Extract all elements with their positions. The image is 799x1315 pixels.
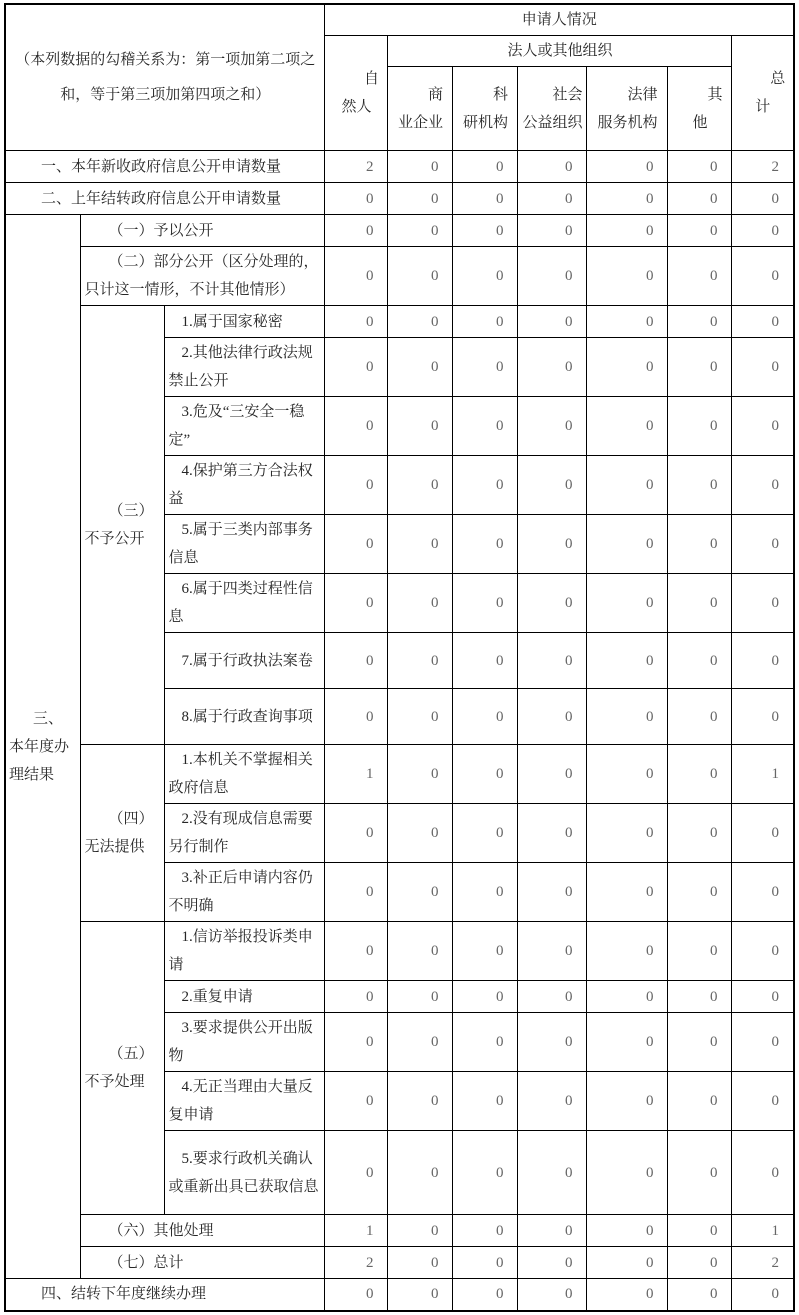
group-label: 三、本年度办理结果 [5, 215, 81, 1279]
row-label: 2.其他法律行政法规禁止公开 [165, 338, 325, 397]
value-cell: 0 [518, 1072, 587, 1131]
value-cell: 0 [453, 456, 518, 515]
row-label: 5.要求行政机关确认或重新出具已获取信息 [165, 1131, 325, 1215]
value-cell: 0 [325, 1072, 388, 1131]
value-cell: 0 [518, 1247, 587, 1279]
value-cell: 0 [668, 804, 732, 863]
row-label: 8.属于行政查询事项 [165, 689, 325, 745]
table-row [5, 1215, 794, 1247]
value-cell: 0 [668, 151, 732, 183]
value-cell: 0 [587, 1013, 668, 1072]
value-cell: 0 [732, 1072, 794, 1131]
value-cell: 0 [518, 1013, 587, 1072]
value-cell: 0 [587, 1279, 668, 1311]
value-cell: 0 [587, 151, 668, 183]
value-cell: 0 [388, 1013, 453, 1072]
value-cell: 0 [388, 863, 453, 922]
header-org-type-legal-service: 法律服务机构 [587, 67, 668, 151]
value-cell: 0 [388, 151, 453, 183]
value-cell: 0 [388, 397, 453, 456]
value-cell: 0 [668, 1072, 732, 1131]
row-label: （二）部分公开（区分处理的，只计这一情形，不计其他情形） [81, 247, 325, 306]
table-row [5, 183, 794, 215]
value-cell: 0 [732, 247, 794, 306]
row-label: 1.属于国家秘密 [165, 306, 325, 338]
header-total: 总计 [732, 36, 794, 151]
value-cell: 0 [587, 338, 668, 397]
value-cell: 0 [453, 745, 518, 804]
value-cell: 0 [325, 183, 388, 215]
value-cell: 0 [587, 247, 668, 306]
value-cell: 0 [518, 397, 587, 456]
value-cell: 0 [732, 804, 794, 863]
value-cell: 0 [732, 922, 794, 981]
value-cell: 0 [453, 922, 518, 981]
value-cell: 0 [668, 183, 732, 215]
value-cell: 0 [668, 981, 732, 1013]
value-cell: 0 [668, 633, 732, 689]
value-cell: 0 [587, 863, 668, 922]
value-cell: 1 [325, 745, 388, 804]
value-cell: 0 [668, 456, 732, 515]
value-cell: 0 [518, 215, 587, 247]
value-cell: 1 [732, 745, 794, 804]
value-cell: 0 [587, 183, 668, 215]
value-cell: 0 [587, 1131, 668, 1215]
value-cell: 0 [325, 863, 388, 922]
value-cell: 0 [732, 338, 794, 397]
value-cell: 0 [668, 689, 732, 745]
value-cell: 0 [518, 247, 587, 306]
table-body [5, 151, 794, 1311]
table-row [5, 151, 794, 183]
row-label: 一、本年新收政府信息公开申请数量 [5, 151, 325, 183]
value-cell: 0 [388, 183, 453, 215]
value-cell: 0 [668, 306, 732, 338]
group-label: （三）不予公开 [81, 306, 165, 745]
value-cell: 0 [388, 574, 453, 633]
value-cell: 0 [668, 863, 732, 922]
value-cell: 0 [668, 1247, 732, 1279]
value-cell: 0 [388, 515, 453, 574]
value-cell: 0 [587, 1247, 668, 1279]
value-cell: 0 [453, 689, 518, 745]
value-cell: 0 [388, 745, 453, 804]
value-cell: 0 [453, 397, 518, 456]
value-cell: 0 [668, 215, 732, 247]
value-cell: 0 [668, 338, 732, 397]
value-cell: 0 [668, 397, 732, 456]
group-label: （四）无法提供 [81, 745, 165, 922]
value-cell: 0 [587, 215, 668, 247]
header-org-type-public-welfare: 社会公益组织 [518, 67, 587, 151]
header-left-note: （本列数据的勾稽关系为：第一项加第二项之和，等于第三项加第四项之和） [5, 4, 325, 151]
header-row-1 [5, 4, 794, 36]
value-cell: 0 [732, 397, 794, 456]
value-cell: 0 [325, 397, 388, 456]
value-cell: 0 [732, 306, 794, 338]
value-cell: 0 [668, 1131, 732, 1215]
row-label: 二、上年结转政府信息公开申请数量 [5, 183, 325, 215]
table-row [5, 922, 794, 981]
value-cell: 0 [587, 1215, 668, 1247]
value-cell: 0 [518, 804, 587, 863]
value-cell: 0 [453, 804, 518, 863]
value-cell: 0 [388, 689, 453, 745]
value-cell: 0 [668, 922, 732, 981]
table-row [5, 745, 794, 804]
group-label: （五）不予处理 [81, 922, 165, 1215]
value-cell: 0 [587, 922, 668, 981]
value-cell: 0 [518, 338, 587, 397]
value-cell: 0 [325, 247, 388, 306]
value-cell: 0 [587, 1072, 668, 1131]
value-cell: 0 [453, 981, 518, 1013]
value-cell: 0 [732, 1013, 794, 1072]
report-table [4, 3, 795, 1312]
value-cell: 0 [453, 1247, 518, 1279]
value-cell: 0 [325, 1131, 388, 1215]
value-cell: 0 [388, 306, 453, 338]
value-cell: 0 [587, 804, 668, 863]
value-cell: 0 [388, 338, 453, 397]
value-cell: 0 [732, 215, 794, 247]
header-org-type-other: 其他 [668, 67, 732, 151]
value-cell: 0 [587, 515, 668, 574]
value-cell: 0 [518, 1215, 587, 1247]
row-label: （一）予以公开 [81, 215, 325, 247]
value-cell: 0 [587, 981, 668, 1013]
table-row [5, 247, 794, 306]
value-cell: 0 [732, 689, 794, 745]
value-cell: 0 [587, 633, 668, 689]
value-cell: 0 [518, 515, 587, 574]
row-label: 1.信访举报投诉类申请 [165, 922, 325, 981]
value-cell: 0 [453, 1072, 518, 1131]
row-label: 6.属于四类过程性信息 [165, 574, 325, 633]
value-cell: 0 [587, 306, 668, 338]
value-cell: 0 [325, 804, 388, 863]
value-cell: 0 [453, 1131, 518, 1215]
value-cell: 0 [388, 981, 453, 1013]
value-cell: 2 [325, 151, 388, 183]
value-cell: 0 [388, 1072, 453, 1131]
value-cell: 0 [668, 1215, 732, 1247]
value-cell: 0 [518, 633, 587, 689]
value-cell: 0 [668, 574, 732, 633]
value-cell: 0 [453, 247, 518, 306]
value-cell: 0 [668, 515, 732, 574]
value-cell: 0 [388, 1131, 453, 1215]
row-label: 7.属于行政执法案卷 [165, 633, 325, 689]
value-cell: 2 [325, 1247, 388, 1279]
value-cell: 0 [518, 574, 587, 633]
table-row [5, 1247, 794, 1279]
table-row [5, 306, 794, 338]
row-label: （七）总计 [81, 1247, 325, 1279]
value-cell: 0 [388, 1247, 453, 1279]
table-row [5, 215, 794, 247]
value-cell: 0 [587, 456, 668, 515]
value-cell: 0 [325, 574, 388, 633]
table-row [5, 1279, 794, 1311]
value-cell: 0 [732, 633, 794, 689]
value-cell: 0 [668, 1279, 732, 1311]
value-cell: 0 [518, 151, 587, 183]
value-cell: 0 [325, 689, 388, 745]
value-cell: 0 [518, 456, 587, 515]
value-cell: 0 [587, 397, 668, 456]
row-label: 4.保护第三方合法权益 [165, 456, 325, 515]
value-cell: 0 [388, 922, 453, 981]
value-cell: 0 [518, 1279, 587, 1311]
value-cell: 0 [518, 745, 587, 804]
header-org-type-research: 科研机构 [453, 67, 518, 151]
row-label: （六）其他处理 [81, 1215, 325, 1247]
header-applicant-title: 申请人情况 [325, 4, 794, 36]
value-cell: 0 [325, 306, 388, 338]
value-cell: 0 [518, 306, 587, 338]
header-legal-org: 法人或其他组织 [388, 36, 732, 67]
table-header [5, 4, 794, 151]
value-cell: 0 [518, 863, 587, 922]
value-cell: 0 [453, 215, 518, 247]
row-label: 四、结转下年度继续办理 [5, 1279, 325, 1311]
value-cell: 0 [388, 247, 453, 306]
header-natural-person: 自然人 [325, 36, 388, 151]
value-cell: 0 [518, 981, 587, 1013]
value-cell: 0 [388, 804, 453, 863]
value-cell: 0 [388, 633, 453, 689]
value-cell: 0 [587, 574, 668, 633]
value-cell: 0 [388, 1279, 453, 1311]
value-cell: 0 [453, 1013, 518, 1072]
value-cell: 0 [732, 456, 794, 515]
value-cell: 0 [668, 745, 732, 804]
value-cell: 0 [732, 981, 794, 1013]
value-cell: 0 [668, 247, 732, 306]
value-cell: 0 [453, 515, 518, 574]
value-cell: 0 [732, 1131, 794, 1215]
row-label: 2.重复申请 [165, 981, 325, 1013]
row-label: 4.无正当理由大量反复申请 [165, 1072, 325, 1131]
value-cell: 0 [732, 863, 794, 922]
value-cell: 0 [587, 745, 668, 804]
row-label: 3.补正后申请内容仍不明确 [165, 863, 325, 922]
value-cell: 0 [388, 215, 453, 247]
value-cell: 0 [325, 1013, 388, 1072]
value-cell: 0 [518, 922, 587, 981]
row-label: 3.危及“三安全一稳定” [165, 397, 325, 456]
value-cell: 0 [325, 1279, 388, 1311]
value-cell: 0 [518, 183, 587, 215]
value-cell: 1 [732, 1215, 794, 1247]
value-cell: 0 [518, 1131, 587, 1215]
value-cell: 0 [453, 151, 518, 183]
row-label: 2.没有现成信息需要另行制作 [165, 804, 325, 863]
row-label: 1.本机关不掌握相关政府信息 [165, 745, 325, 804]
value-cell: 2 [732, 151, 794, 183]
row-label: 3.要求提供公开出版物 [165, 1013, 325, 1072]
value-cell: 0 [325, 515, 388, 574]
value-cell: 0 [732, 1279, 794, 1311]
value-cell: 0 [388, 456, 453, 515]
value-cell: 0 [388, 1215, 453, 1247]
value-cell: 0 [587, 689, 668, 745]
value-cell: 0 [325, 633, 388, 689]
value-cell: 2 [732, 1247, 794, 1279]
value-cell: 0 [325, 456, 388, 515]
value-cell: 0 [453, 338, 518, 397]
value-cell: 0 [325, 338, 388, 397]
value-cell: 0 [453, 574, 518, 633]
value-cell: 0 [453, 1279, 518, 1311]
value-cell: 0 [518, 689, 587, 745]
value-cell: 0 [453, 863, 518, 922]
value-cell: 0 [453, 306, 518, 338]
value-cell: 0 [453, 183, 518, 215]
value-cell: 0 [732, 515, 794, 574]
value-cell: 0 [668, 1013, 732, 1072]
value-cell: 0 [325, 922, 388, 981]
value-cell: 1 [325, 1215, 388, 1247]
value-cell: 0 [732, 574, 794, 633]
value-cell: 0 [453, 633, 518, 689]
row-label: 5.属于三类内部事务信息 [165, 515, 325, 574]
value-cell: 0 [325, 981, 388, 1013]
value-cell: 0 [325, 215, 388, 247]
value-cell: 0 [732, 183, 794, 215]
header-org-type-commercial: 商业企业 [388, 67, 453, 151]
value-cell: 0 [453, 1215, 518, 1247]
